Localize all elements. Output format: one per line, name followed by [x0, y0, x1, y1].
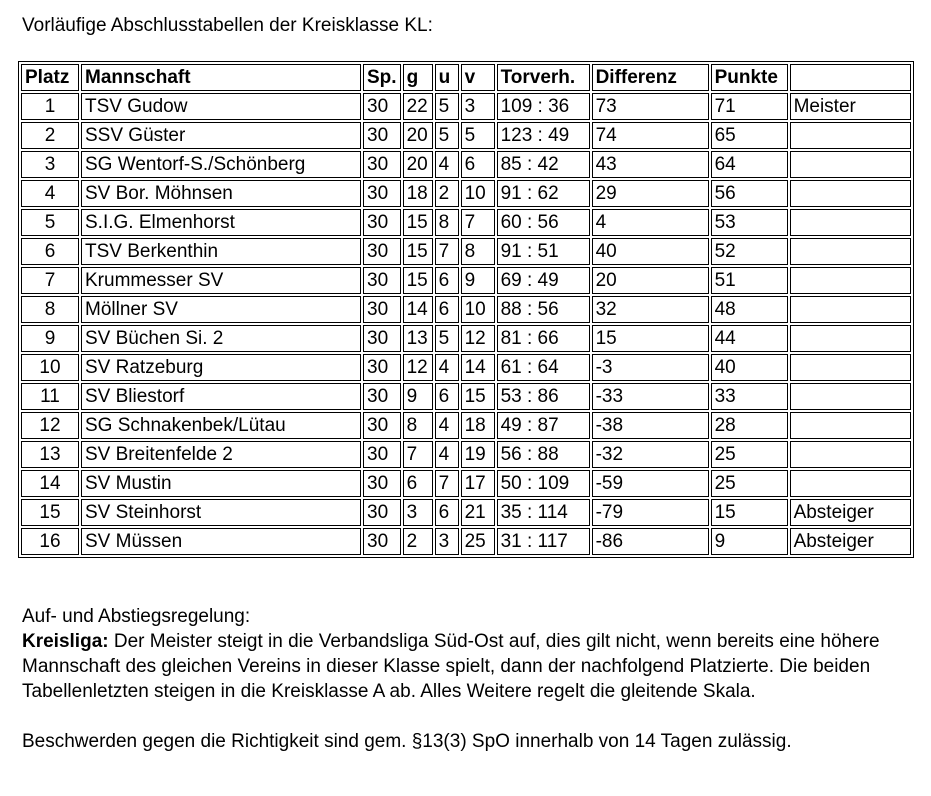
cell-platz: 7 — [21, 267, 79, 294]
cell-difference: -33 — [592, 383, 709, 410]
cell-remark: Absteiger — [790, 499, 911, 526]
cell-losses: 3 — [461, 93, 495, 120]
table-row — [21, 354, 911, 381]
cell-draws: 4 — [435, 151, 459, 178]
cell-platz: 13 — [21, 441, 79, 468]
table-row — [21, 267, 911, 294]
cell-wins: 9 — [403, 383, 433, 410]
cell-played: 30 — [363, 267, 401, 294]
cell-draws: 6 — [435, 383, 459, 410]
table-row — [21, 499, 911, 526]
cell-points: 64 — [711, 151, 788, 178]
cell-losses: 6 — [461, 151, 495, 178]
cell-platz: 11 — [21, 383, 79, 410]
cell-remark — [790, 267, 911, 294]
cell-difference: -79 — [592, 499, 709, 526]
cell-team: SV Steinhorst — [81, 499, 361, 526]
cell-goals: 61 : 64 — [497, 354, 590, 381]
table-row — [21, 412, 911, 439]
cell-remark — [790, 441, 911, 468]
cell-played: 30 — [363, 296, 401, 323]
cell-remark — [790, 470, 911, 497]
cell-wins: 15 — [403, 238, 433, 265]
cell-played: 30 — [363, 122, 401, 149]
rules-paragraph — [22, 629, 902, 704]
cell-team: Möllner SV — [81, 296, 361, 323]
cell-losses: 15 — [461, 383, 495, 410]
cell-draws: 5 — [435, 122, 459, 149]
cell-points: 25 — [711, 470, 788, 497]
cell-played: 30 — [363, 412, 401, 439]
cell-points: 25 — [711, 441, 788, 468]
table-row — [21, 325, 911, 352]
cell-platz: 5 — [21, 209, 79, 236]
header-remark — [790, 64, 911, 91]
cell-losses: 17 — [461, 470, 495, 497]
table-row — [21, 122, 911, 149]
cell-draws: 4 — [435, 441, 459, 468]
cell-team: SG Schnakenbek/Lütau — [81, 412, 361, 439]
cell-difference: 20 — [592, 267, 709, 294]
cell-platz: 16 — [21, 528, 79, 555]
table-row — [21, 528, 911, 555]
cell-difference: -32 — [592, 441, 709, 468]
cell-wins: 18 — [403, 180, 433, 207]
cell-goals: 49 : 87 — [497, 412, 590, 439]
page-title: Vorläufige Abschlusstabellen der Kreisklasse KL: — [22, 15, 433, 36]
cell-team: SSV Güster — [81, 122, 361, 149]
header-played: Sp. — [363, 64, 401, 91]
cell-draws: 7 — [435, 238, 459, 265]
cell-difference: 43 — [592, 151, 709, 178]
cell-team: SG Wentorf-S./Schönberg — [81, 151, 361, 178]
rules-section — [22, 604, 902, 754]
cell-difference: 32 — [592, 296, 709, 323]
header-points: Punkte — [711, 64, 788, 91]
cell-draws: 6 — [435, 296, 459, 323]
cell-wins: 14 — [403, 296, 433, 323]
cell-losses: 25 — [461, 528, 495, 555]
cell-points: 44 — [711, 325, 788, 352]
cell-remark — [790, 238, 911, 265]
cell-team: S.I.G. Elmenhorst — [81, 209, 361, 236]
cell-platz: 3 — [21, 151, 79, 178]
cell-goals: 91 : 62 — [497, 180, 590, 207]
cell-platz: 2 — [21, 122, 79, 149]
cell-points: 56 — [711, 180, 788, 207]
cell-played: 30 — [363, 151, 401, 178]
cell-losses: 21 — [461, 499, 495, 526]
cell-difference: 15 — [592, 325, 709, 352]
cell-remark: Absteiger — [790, 528, 911, 555]
cell-team: SV Breitenfelde 2 — [81, 441, 361, 468]
table-body — [21, 93, 911, 555]
rules-text: Der Meister steigt in die Verbandsliga Süd-Ost auf, dies gilt nicht, wenn bereits eine höhere Mannschaft des gleichen Vereins in dieser Klasse spielt, dann der nachfolgend Platzierte. Die beiden Tabellenletzten steigen in die Kreisklasse A ab. Alles Weitere regelt die gleitende Skala. — [22, 631, 880, 702]
cell-remark: Meister — [790, 93, 911, 120]
table-row — [21, 441, 911, 468]
table-row — [21, 151, 911, 178]
cell-points: 15 — [711, 499, 788, 526]
cell-platz: 4 — [21, 180, 79, 207]
standings-table — [18, 61, 914, 558]
cell-difference: -3 — [592, 354, 709, 381]
table-row — [21, 383, 911, 410]
cell-goals: 88 : 56 — [497, 296, 590, 323]
cell-difference: -38 — [592, 412, 709, 439]
cell-remark — [790, 151, 911, 178]
cell-goals: 69 : 49 — [497, 267, 590, 294]
cell-team: SV Müssen — [81, 528, 361, 555]
cell-draws: 4 — [435, 354, 459, 381]
cell-difference: -86 — [592, 528, 709, 555]
table-row — [21, 180, 911, 207]
cell-team: SV Büchen Si. 2 — [81, 325, 361, 352]
cell-losses: 8 — [461, 238, 495, 265]
cell-platz: 12 — [21, 412, 79, 439]
cell-difference: -59 — [592, 470, 709, 497]
cell-played: 30 — [363, 528, 401, 555]
complaint-note: Beschwerden gegen die Richtigkeit sind gem. §13(3) SpO innerhalb von 14 Tagen zulässig. — [22, 731, 792, 752]
header-team: Mannschaft — [81, 64, 361, 91]
header-goals: Torverh. — [497, 64, 590, 91]
cell-draws: 7 — [435, 470, 459, 497]
cell-remark — [790, 296, 911, 323]
cell-draws: 6 — [435, 267, 459, 294]
cell-team: SV Mustin — [81, 470, 361, 497]
cell-goals: 56 : 88 — [497, 441, 590, 468]
cell-points: 33 — [711, 383, 788, 410]
header-draws: u — [435, 64, 459, 91]
cell-played: 30 — [363, 354, 401, 381]
cell-team: TSV Gudow — [81, 93, 361, 120]
cell-goals: 109 : 36 — [497, 93, 590, 120]
cell-points: 65 — [711, 122, 788, 149]
rules-label: Kreisliga: — [22, 631, 109, 652]
cell-played: 30 — [363, 383, 401, 410]
cell-losses: 10 — [461, 180, 495, 207]
cell-remark — [790, 354, 911, 381]
cell-draws: 5 — [435, 325, 459, 352]
cell-difference: 29 — [592, 180, 709, 207]
cell-remark — [790, 209, 911, 236]
cell-points: 52 — [711, 238, 788, 265]
cell-points: 51 — [711, 267, 788, 294]
cell-played: 30 — [363, 238, 401, 265]
table-header-row — [21, 64, 911, 91]
cell-draws: 8 — [435, 209, 459, 236]
cell-wins: 20 — [403, 122, 433, 149]
cell-played: 30 — [363, 325, 401, 352]
cell-wins: 7 — [403, 441, 433, 468]
cell-wins: 20 — [403, 151, 433, 178]
cell-difference: 73 — [592, 93, 709, 120]
cell-difference: 74 — [592, 122, 709, 149]
table-row — [21, 470, 911, 497]
cell-platz: 10 — [21, 354, 79, 381]
header-platz: Platz — [21, 64, 79, 91]
cell-goals: 60 : 56 — [497, 209, 590, 236]
cell-wins: 15 — [403, 267, 433, 294]
cell-wins: 22 — [403, 93, 433, 120]
cell-wins: 6 — [403, 470, 433, 497]
cell-losses: 19 — [461, 441, 495, 468]
cell-platz: 14 — [21, 470, 79, 497]
cell-wins: 8 — [403, 412, 433, 439]
cell-goals: 50 : 109 — [497, 470, 590, 497]
cell-team: Krummesser SV — [81, 267, 361, 294]
cell-remark — [790, 412, 911, 439]
cell-losses: 7 — [461, 209, 495, 236]
cell-wins: 3 — [403, 499, 433, 526]
cell-losses: 5 — [461, 122, 495, 149]
cell-played: 30 — [363, 180, 401, 207]
cell-played: 30 — [363, 441, 401, 468]
cell-difference: 4 — [592, 209, 709, 236]
cell-team: SV Bliestorf — [81, 383, 361, 410]
cell-remark — [790, 325, 911, 352]
cell-difference: 40 — [592, 238, 709, 265]
cell-team: TSV Berkenthin — [81, 238, 361, 265]
cell-platz: 15 — [21, 499, 79, 526]
cell-played: 30 — [363, 499, 401, 526]
table-row — [21, 209, 911, 236]
header-difference: Differenz — [592, 64, 709, 91]
cell-losses: 12 — [461, 325, 495, 352]
table-row — [21, 238, 911, 265]
cell-goals: 123 : 49 — [497, 122, 590, 149]
cell-wins: 15 — [403, 209, 433, 236]
cell-draws: 4 — [435, 412, 459, 439]
cell-team: SV Ratzeburg — [81, 354, 361, 381]
cell-draws: 5 — [435, 93, 459, 120]
cell-team: SV Bor. Möhnsen — [81, 180, 361, 207]
header-losses: v — [461, 64, 495, 91]
cell-goals: 35 : 114 — [497, 499, 590, 526]
cell-points: 71 — [711, 93, 788, 120]
cell-platz: 6 — [21, 238, 79, 265]
cell-remark — [790, 122, 911, 149]
cell-platz: 8 — [21, 296, 79, 323]
cell-played: 30 — [363, 93, 401, 120]
cell-losses: 14 — [461, 354, 495, 381]
cell-points: 28 — [711, 412, 788, 439]
cell-points: 48 — [711, 296, 788, 323]
cell-draws: 6 — [435, 499, 459, 526]
cell-goals: 53 : 86 — [497, 383, 590, 410]
spacer — [22, 704, 902, 729]
cell-played: 30 — [363, 470, 401, 497]
cell-points: 9 — [711, 528, 788, 555]
cell-wins: 12 — [403, 354, 433, 381]
cell-losses: 10 — [461, 296, 495, 323]
cell-played: 30 — [363, 209, 401, 236]
cell-draws: 2 — [435, 180, 459, 207]
cell-goals: 85 : 42 — [497, 151, 590, 178]
cell-platz: 1 — [21, 93, 79, 120]
cell-goals: 31 : 117 — [497, 528, 590, 555]
cell-platz: 9 — [21, 325, 79, 352]
cell-losses: 9 — [461, 267, 495, 294]
cell-wins: 2 — [403, 528, 433, 555]
cell-points: 40 — [711, 354, 788, 381]
cell-goals: 81 : 66 — [497, 325, 590, 352]
cell-remark — [790, 180, 911, 207]
header-wins: g — [403, 64, 433, 91]
table-row — [21, 93, 911, 120]
rules-heading: Auf- und Abstiegsregelung: — [22, 606, 251, 627]
cell-draws: 3 — [435, 528, 459, 555]
cell-points: 53 — [711, 209, 788, 236]
cell-wins: 13 — [403, 325, 433, 352]
table-row — [21, 296, 911, 323]
cell-losses: 18 — [461, 412, 495, 439]
cell-goals: 91 : 51 — [497, 238, 590, 265]
cell-remark — [790, 383, 911, 410]
